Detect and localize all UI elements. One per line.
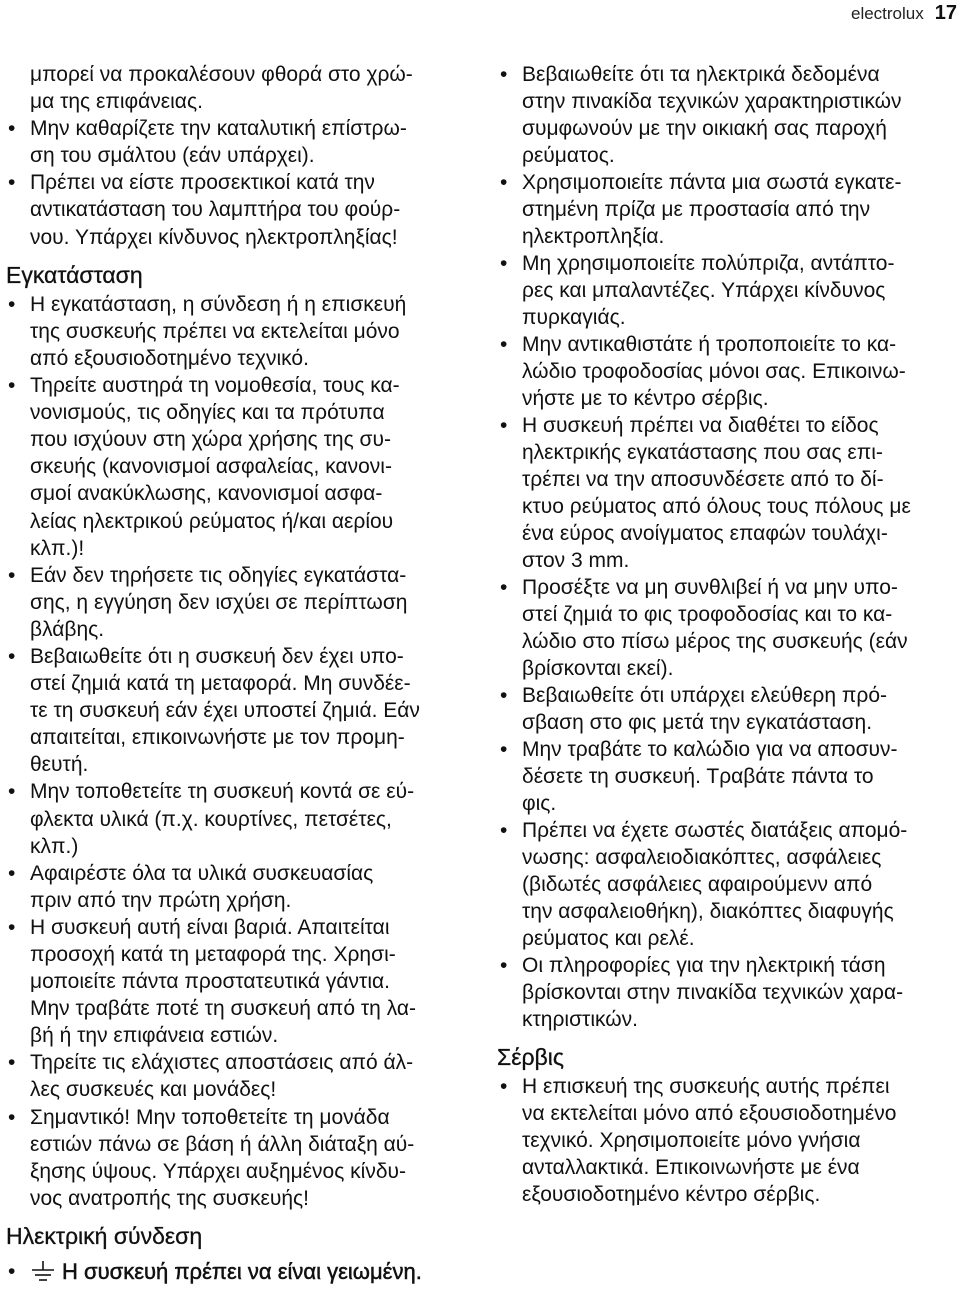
text-line: εστιών πάνω σε βάση ή άλλη διάταξη αύ- (30, 1132, 415, 1156)
text-line: ηλεκτρικής εγκατάστασης που σας επι- (522, 441, 883, 464)
bullet-item (500, 1073, 958, 1208)
text-line: λείας ηλεκτρικού ρεύματος ή/και αερίου (30, 509, 394, 533)
bullet-item (8, 643, 470, 778)
bullet-marker: • (8, 780, 16, 804)
text-line: μοποιείτε πάντα προστατευτικά γάντια. (30, 970, 390, 994)
text-line: κτυο ρεύματος από όλους τους πόλους με (522, 495, 911, 518)
bullet-item (8, 562, 470, 643)
text-line: ένα εύρος ανοίγματος επαφών τουλάχι- (522, 522, 888, 545)
bullet-item (500, 412, 958, 574)
text-line: θευτή. (30, 753, 89, 777)
bullet-item (500, 817, 958, 952)
text-line: Μην τοποθετείτε τη συσκευή κοντά σε εύ- (30, 780, 415, 804)
text-line: Οι πληροφορίες για την ηλεκτρική τάση (522, 954, 886, 977)
text-line: αντικατάσταση του λαμπτήρα του φούρ- (30, 198, 401, 222)
text-line: συμφωνούν με την οικιακή σας παροχή (522, 117, 887, 140)
bullet-marker: • (8, 1260, 16, 1284)
text-line: στην πινακίδα τεχνικών χαρακτηριστικών (522, 90, 902, 113)
text-line: ση του σμάλτου (εάν υπάρχει). (30, 144, 315, 168)
text-line: τρέπει να την αποσυνδέσετε από το δί- (522, 468, 884, 491)
text-line: Μην αντικαθιστάτε ή τροποποιείτε το κα- (522, 333, 897, 356)
bullet-marker: • (8, 374, 16, 398)
bullet-marker: • (500, 738, 508, 761)
text-line: Πρέπει να είστε προσεκτικοί κατά την (30, 171, 375, 195)
text-line: λώδιο τροφοδοσίας μόνοι σας. Επικοινω- (522, 360, 906, 383)
text-line: Η συσκευή πρέπει να διαθέτει το είδος (522, 414, 879, 437)
bullet-marker: • (500, 333, 508, 356)
text-line: λώδιο στο πίσω μέρος της συσκευής (εάν (522, 630, 908, 653)
text-line: Βεβαιωθείτε ότι η συσκευή δεν έχει υπο- (30, 644, 404, 668)
text-line: Εάν δεν τηρήσετε τις οδηγίες εγκατάστα- (30, 563, 407, 587)
brand-name: electrolux (850, 4, 924, 23)
bullet-marker: • (500, 171, 508, 194)
text-line: Τηρείτε αυστηρά τη νομοθεσία, τους κα- (30, 374, 400, 398)
text-line: Η συσκευή πρέπει να είναι γειωμένη. (62, 1259, 422, 1285)
bullet-marker: • (8, 644, 16, 668)
text-line: της συσκευής πρέπει να εκτελείται μόνο (30, 319, 400, 343)
text-line: σβαση στο φις μετά την εγκατάσταση. (522, 711, 873, 734)
section-heading: Εγκατάσταση (6, 261, 143, 288)
section-heading: Σέρβις (497, 1044, 564, 1070)
bullet-item (8, 914, 470, 1049)
text-line: βρίσκονται στην πινακίδα τεχνικών χαρα- (522, 981, 904, 1004)
text-line: ηλεκτροπληξία. (522, 225, 665, 248)
bullet-marker: • (8, 292, 16, 316)
text-line: (βιδωτές ασφάλειες αφαιρούμενν από (522, 873, 873, 896)
text-line: Μην καθαρίζετε την καταλυτική επίστρω- (30, 117, 407, 141)
bullet-item (500, 682, 958, 736)
text-line: ρες και μπαλαντέζες. Υπάρχει κίνδυνος (522, 279, 886, 302)
bullet-item (500, 574, 958, 682)
bullet-item (500, 736, 958, 817)
text-line: βρίσκονται εκεί). (522, 657, 674, 680)
text-line: φις. (522, 792, 557, 815)
text-line: να εκτελείται μόνο από εξουσιοδοτημένο (522, 1102, 897, 1125)
bullet-marker: • (8, 1051, 16, 1075)
page-header (851, 0, 957, 26)
text-line: την ασφαλειοθήκη), διακόπτες διαφυγής (522, 900, 894, 923)
text-line: λες συσκευές και μονάδες! (30, 1078, 277, 1102)
text-line: Χρησιμοποιείτε πάντα μια σωστά εγκατε- (522, 171, 902, 194)
text-line: Η συσκευή αυτή είναι βαριά. Απαιτείται (30, 915, 390, 939)
text-line: ανταλλακτικά. Επικοινωνήστε με ένα (522, 1156, 860, 1179)
bullet-marker: • (8, 915, 16, 939)
bullet-marker: • (500, 63, 508, 86)
earth-ground-icon (30, 1259, 56, 1285)
bullet-item (500, 169, 958, 250)
text-line: βλάβης. (30, 617, 105, 641)
text-line: σμοί ανακύκλωσης, κανονισμοί ασφα- (30, 482, 383, 506)
bullet-marker: • (500, 954, 508, 977)
section-heading: Ηλεκτρική σύνδεση (6, 1222, 203, 1249)
left-column (6, 61, 470, 1285)
text-line: τε τη συσκευή εάν έχει υποστεί ζημιά. Εάν (30, 699, 420, 723)
bullet-item (8, 291, 470, 372)
text-line: κλπ.) (30, 834, 79, 858)
text-line: νος ανατροπής της συσκευής! (30, 1186, 309, 1210)
text-line: κλπ.)! (30, 536, 85, 560)
bullet-marker: • (500, 819, 508, 842)
text-line: μα της επιφάνειας. (30, 90, 203, 114)
bullet-marker: • (500, 1075, 508, 1098)
text-line: σης, η εγγύηση δεν ισχύει σε περίπτωση (30, 590, 408, 614)
text-line: Τηρείτε τις ελάχιστες αποστάσεις από άλ- (30, 1051, 414, 1075)
bullet-item (8, 778, 470, 859)
text-line: ρεύματος και ρελέ. (522, 927, 695, 950)
text-line: τεχνικό. Χρησιμοποιείτε μόνο γνήσια (522, 1129, 861, 1152)
text-line: Η επισκευή της συσκευής αυτής πρέπει (522, 1075, 890, 1098)
text-line: νωσης: ασφαλειοδιακόπτες, ασφάλειες (522, 846, 882, 869)
right-column (497, 61, 958, 1208)
text-line: μπορεί να προκαλέσουν φθορά στο χρώ- (30, 63, 413, 86)
bullet-marker: • (8, 861, 16, 885)
page-number: 17 (934, 2, 957, 24)
text-line: στον 3 mm. (522, 549, 630, 572)
bullet-item (8, 1049, 470, 1103)
text-line: Πρέπει να έχετε σωστές διατάξεις απομό- (522, 819, 908, 842)
text-line: απαιτείται, επικοινωνήστε με τον προμη- (30, 726, 405, 750)
text-line: Αφαιρέστε όλα τα υλικά συσκευασίας (30, 861, 374, 885)
bullet-marker: • (500, 576, 508, 599)
bullet-marker: • (8, 563, 16, 587)
bullet-marker: • (500, 684, 508, 707)
text-line: ρεύματος. (522, 144, 615, 167)
text-line: εξουσιοδοτημένο κέντρο σέρβις. (522, 1183, 821, 1206)
text-line: προσοχή κατά τη μεταφορά της. Χρησι- (30, 943, 396, 966)
text-line: βή ή την επιφάνεια εστιών. (30, 1024, 279, 1048)
bullet-item (8, 1104, 470, 1212)
text-line: Μην τραβάτε το καλώδιο για να αποσυν- (522, 738, 898, 761)
paragraph (30, 61, 470, 115)
text-line: φλεκτα υλικά (π.χ. κουρτίνες, πετσέτες, (30, 807, 392, 831)
bullet-item (500, 331, 958, 412)
bullet-marker: • (500, 414, 508, 437)
text-line: Η εγκατάσταση, η σύνδεση ή η επισκευή (30, 292, 407, 316)
text-line: Προσέξτε να μη συνθλιβεί ή να μην υπο- (522, 576, 898, 599)
text-line: από εξουσιοδοτημένο τεχνικό. (30, 346, 309, 370)
bullet-marker: • (8, 1105, 16, 1129)
text-line: Βεβαιωθείτε ότι τα ηλεκτρικά δεδομένα (522, 63, 880, 86)
bullet-marker: • (8, 117, 16, 141)
text-line: κτηριστικών. (522, 1008, 638, 1031)
text-line: πριν από την πρώτη χρήση. (30, 888, 292, 912)
text-line: δέσετε τη συσκευή. Τραβάτε πάντα το (522, 765, 874, 788)
bullet-item (500, 952, 958, 1033)
text-line: ξησης ύψους. Υπάρχει αυξημένος κίνδυ- (30, 1159, 407, 1183)
bullet-item (8, 1259, 470, 1285)
text-line: Μη χρησιμοποιείτε πολύπριζα, αντάπτο- (522, 252, 895, 275)
text-line: νήστε με το κέντρο σέρβις. (522, 387, 769, 410)
bullet-item (8, 169, 470, 250)
text-line: Βεβαιωθείτε ότι υπάρχει ελεύθερη πρό- (522, 684, 887, 707)
text-line: στεί ζημιά κατά τη μεταφορά. Μη συνδέε- (30, 672, 411, 696)
text-line: στημένη πρίζα με προστασία από την (522, 198, 871, 221)
text-line: πυρκαγιάς. (522, 306, 626, 329)
bullet-item (500, 250, 958, 331)
text-line: νονισμούς, τις οδηγίες και τα πρότυπα (30, 401, 385, 425)
bullet-item (8, 372, 470, 562)
text-line: σκευής (κανονισμοί ασφαλείας, κανονι- (30, 455, 392, 479)
text-line: Σημαντικό! Μην τοποθετείτε τη μονάδα (30, 1105, 390, 1129)
bullet-item (8, 115, 470, 169)
bullet-item (8, 860, 470, 914)
bullet-marker: • (500, 252, 508, 275)
text-line: στεί ζημιά το φις τροφοδοσίας και το κα- (522, 603, 893, 626)
text-line: Μην τραβάτε ποτέ τη συσκευή από τη λα- (30, 997, 417, 1021)
text-line: νου. Υπάρχει κίνδυνος ηλεκτροπληξίας! (30, 225, 398, 249)
bullet-marker: • (8, 171, 16, 195)
text-line: που ισχύουν στη χώρα χρήσης της συ- (30, 428, 391, 452)
bullet-item (500, 61, 958, 169)
